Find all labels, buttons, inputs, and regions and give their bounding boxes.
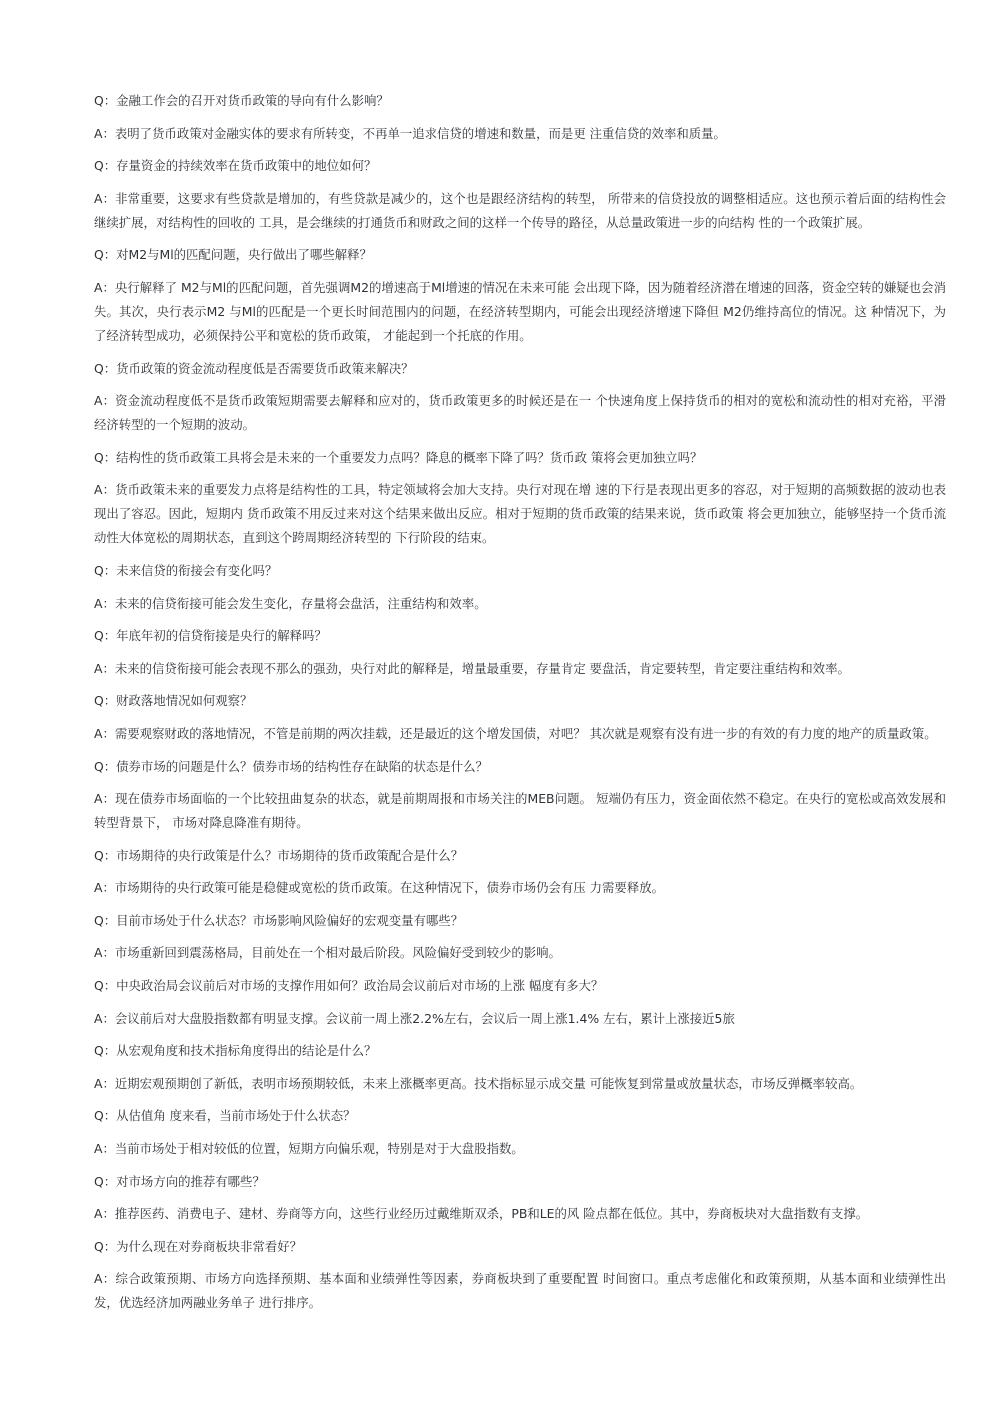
question-8: Q：财政落地情况如何观察？: [94, 693, 253, 709]
question-9: Q：债券市场的问题是什么？债券市场的结构性存在缺陷的状态是什么？: [94, 758, 488, 774]
question-2: Q：存量资金的持续效率在货币政策中的地位如何？: [94, 158, 377, 174]
question-15: Q：对市场方向的推荐有哪些？: [94, 1173, 265, 1189]
question-14: Q：从估值角 度来看，当前市场处于什么状态？: [94, 1108, 356, 1124]
answer-9: A：现在债券市场面临的一个比较扭曲复杂的状态，就是前期周报和市场关注的MEB问题。 短端仍有压力，资金面依然不稳定。在央行的宽松或高效发展和转型背景下， 市场对降息降准有期待。: [94, 791, 946, 831]
question-12: Q：中央政治局会议前后对市场的支撑作用如何？政治局会议前后对市场的上涨 幅度有多大？: [94, 978, 604, 994]
question-10: Q：市场期待的央行政策是什么？市场期待的货币政策配合是什么？: [94, 847, 464, 863]
answer-5: A：货币政策未来的重要发力点将是结构性的工具，特定领域将会加大支持。央行对现在增 速的下行是表现出更多的容忍，对于短期的高频数据的波动也表现出了容忍。因此，短期内 货币政策不用反过来对这个结果来做出反应。相对于短期的货币政策的结果来说，货币政策 将会更加独立，能够坚持一个货币流动性大体宽松的周期状态，直到这个跨周期经济转型的 下行阶段的结束。: [94, 482, 946, 546]
answer-11: A：市场重新回到震荡格局，目前处在一个相对最后阶段。风险偏好受到较少的影响。: [94, 945, 561, 961]
answer-8: A：需要观察财政的落地情况，不管是前期的两次挂载，还是最近的这个增发国债，对吧？ 其次就是观察有没有进一步的有效的有力度的地产的质量政策。: [94, 725, 937, 741]
document-body: [94, 89, 946, 1324]
answer-2: A：非常重要，这要求有些贷款是增加的，有些贷款是减少的，这个也是跟经济结构的转型， 所带来的信贷投放的调整相适应。这也预示着后面的结构性会继续扩展，对结构性的回收的 工具，是会继续的打通货币和财政之间的这样一个传导的路径，从总量政策进一步的向结构 性的一个政策扩展。: [94, 190, 946, 230]
answer-10: A：市场期待的央行政策可能是稳健或宽松的货币政策。在这种情况下，债券市场仍会有压 力需要释放。: [94, 880, 664, 896]
question-4: Q：货币政策的资金流动程度低是否需要货币政策来解决？: [94, 360, 414, 376]
answer-15: A：推荐医药、消费电子、建材、券商等方向，这些行业经历过戴维斯双杀，PB和LE的风 险点都在低位。其中，券商板块对大盘指数有支撑。: [94, 1206, 869, 1222]
answer-1: A：表明了货币政策对金融实体的要求有所转变，不再单一追求信贷的增速和数量，而是更 注重信贷的效率和质量。: [94, 125, 726, 141]
answer-14: A：当前市场处于相对较低的位置，短期方向偏乐观，特别是对于大盘股指数。: [94, 1141, 524, 1157]
answer-16: A：综合政策预期、市场方向选择预期、基本面和业绩弹性等因素，券商板块到了重要配置 时间窗口。重点考虑催化和政策预期，从基本面和业绩弹性出发，优选经济加两融业务单子 进行排序。: [94, 1271, 946, 1311]
answer-7: A：未来的信贷衔接可能会表现不那么的强劲，央行对此的解释是，增量最重要，存量肯定 要盘活，肯定要转型，肯定要注重结构和效率。: [94, 660, 850, 676]
question-16: Q：为什么现在对券商板块非常看好？: [94, 1238, 303, 1254]
answer-6: A：未来的信贷衔接可能会发生变化，存量将会盘活，注重结构和效率。: [94, 595, 487, 611]
question-11: Q：目前市场处于什么状态？市场影响风险偏好的宏观变量有哪些？: [94, 912, 464, 928]
question-7: Q：年底年初的信贷衔接是央行的解释吗？: [94, 628, 327, 644]
answer-13: A：近期宏观预期创了新低，表明市场预期较低，未来上涨概率更高。技术指标显示成交量 可能恢复到常量或放量状态，市场反弹概率较高。: [94, 1075, 863, 1091]
answer-4: A：资金流动程度低不是货币政策短期需要去解释和应对的，货币政策更多的时候还是在一 个快速角度上保持货币的相对的宽松和流动性的相对充裕，平滑经济转型的一个短期的波动。: [94, 393, 946, 433]
question-13: Q：从宏观角度和技术指标角度得出的结论是什么？: [94, 1043, 377, 1059]
question-1: Q：金融工作会的召开对货币政策的导向有什么影响？: [94, 93, 389, 108]
question-5: Q：结构性的货币政策工具将会是未来的一个重要发力点吗？降息的概率下降了吗？货币政 策将会更加独立吗？: [94, 449, 703, 465]
question-3: Q：对M2与Ml的匹配问题，央行做出了哪些解释？: [94, 247, 372, 263]
answer-12: A：会议前后对大盘股指数都有明显支撑。会议前一周上涨2.2%左右，会议后一周上涨1.4% 左右，累计上涨接近5旅: [94, 1010, 735, 1026]
question-6: Q：未来信贷的衔接会有变化吗？: [94, 562, 278, 578]
answer-3: A：央行解释了 M2与Ml的匹配问题，首先强调M2的增速高于Ml增速的情况在未来可能 会出现下降，因为随着经济潜在增速的回落，资金空转的嫌疑也会消失。其次，央行表示M2 与Ml的匹配是一个更长时间范围内的问题，在经济转型期内，可能会出现经济增速下降但 M2仍维持高位的情况。这 种情况下，为了经济转型成功，必须保持公平和宽松的货币政策， 才能起到一个托底的作用。: [94, 279, 946, 343]
